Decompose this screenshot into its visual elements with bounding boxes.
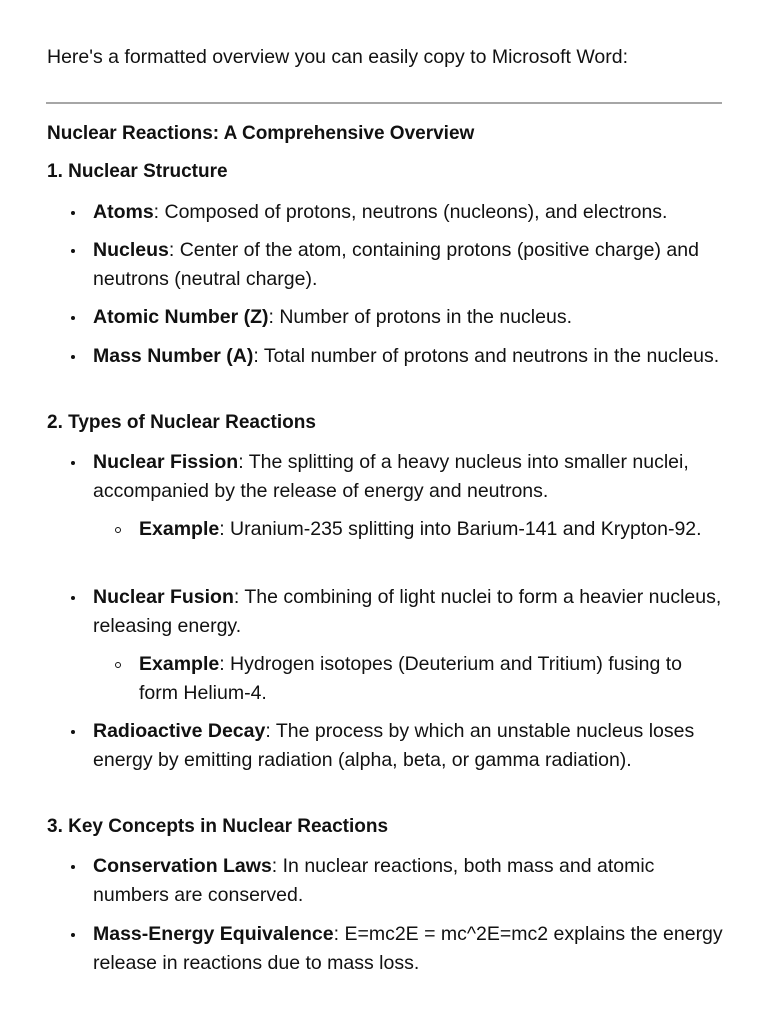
item-term: Mass Number (A) bbox=[93, 345, 254, 367]
item-text: : The splitting of a heavy nucleus into smaller nuclei, accompanied by the release of energy and neutrons. bbox=[93, 451, 689, 502]
list-item bbox=[93, 448, 723, 506]
item-term: Nuclear Fusion bbox=[93, 586, 234, 608]
item-text: : In nuclear reactions, both mass and atomic numbers are conserved. bbox=[93, 855, 655, 906]
item-text: : Uranium-235 splitting into Barium-141 and Krypton-92. bbox=[219, 518, 702, 540]
item-term: Atomic Number (Z) bbox=[93, 306, 269, 328]
list-item bbox=[93, 303, 723, 332]
item-text: : Composed of protons, neutrons (nucleons), and electrons. bbox=[153, 201, 668, 223]
list-item bbox=[93, 920, 723, 978]
document-title: Nuclear Reactions: A Comprehensive Overview bbox=[47, 123, 475, 144]
list-item bbox=[93, 717, 723, 775]
item-term: Nuclear Fission bbox=[93, 451, 239, 473]
item-text: : E=mc2E = mc^2E=mc2 explains the energy release in reactions due to mass loss. bbox=[93, 923, 723, 974]
item-term: Atoms bbox=[93, 201, 154, 223]
section-heading-nuclear-structure: 1. Nuclear Structure bbox=[47, 161, 228, 182]
list-item bbox=[93, 852, 723, 910]
list-item bbox=[93, 342, 723, 371]
list-item bbox=[93, 236, 723, 294]
sub-list-item bbox=[139, 515, 723, 544]
horizontal-rule bbox=[46, 102, 722, 104]
item-text: : The process by which an unstable nucleus loses energy by emitting radiation (alpha, beta, or gamma radiation). bbox=[93, 720, 695, 771]
item-term: Example bbox=[139, 653, 220, 675]
list-item bbox=[93, 198, 723, 227]
item-text: : Number of protons in the nucleus. bbox=[268, 306, 572, 328]
item-term: Conservation Laws bbox=[93, 855, 272, 877]
item-text: : The combining of light nuclei to form a heavier nucleus, releasing energy. bbox=[93, 586, 722, 637]
item-term: Mass-Energy Equivalence bbox=[93, 923, 334, 945]
section-heading-types-of-reactions: 2. Types of Nuclear Reactions bbox=[47, 412, 316, 433]
sub-list-item bbox=[139, 650, 723, 708]
item-text: : Hydrogen isotopes (Deuterium and Tritium) fusing to form Helium-4. bbox=[139, 653, 683, 704]
section-heading-key-concepts: 3. Key Concepts in Nuclear Reactions bbox=[47, 816, 389, 837]
list-item bbox=[93, 583, 723, 641]
intro-text: Here's a formatted overview you can easily copy to Microsoft Word: bbox=[47, 46, 629, 68]
item-text: : Center of the atom, containing protons (positive charge) and neutrons (neutral charge). bbox=[93, 239, 699, 290]
item-text: : Total number of protons and neutrons in the nucleus. bbox=[253, 345, 720, 367]
item-term: Example bbox=[139, 518, 220, 540]
item-term: Radioactive Decay bbox=[93, 720, 266, 742]
item-term: Nucleus bbox=[93, 239, 169, 261]
